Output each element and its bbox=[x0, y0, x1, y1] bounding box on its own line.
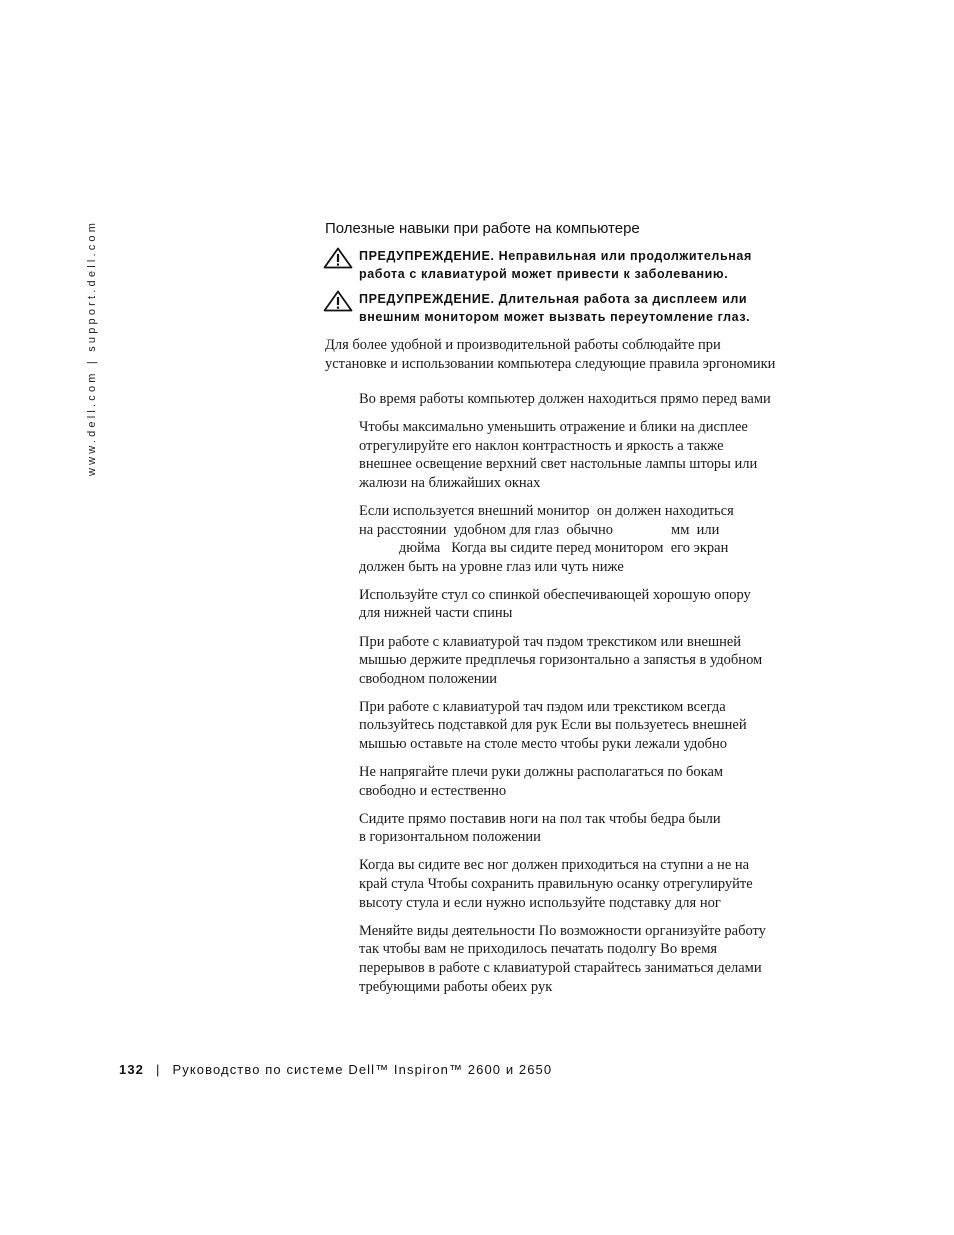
list-item-line: Используйте стул со спинкой обеспечивающей хорошую опору bbox=[359, 586, 751, 603]
list-item-line: При работе с клавиатурой тач пэдом или трекстиком всегда bbox=[359, 698, 726, 715]
list-item-line: так чтобы вам не приходилось печатать подолгу Во время bbox=[359, 941, 718, 958]
warning-triangle-icon bbox=[323, 247, 353, 269]
list-item-line: Сидите прямо поставив ноги на пол так чтобы бедра были bbox=[359, 810, 721, 827]
list-item-line: Во время работы компьютер должен находиться прямо перед вами bbox=[359, 391, 771, 407]
list-item-line: Если используется внешний монитор он должен находиться bbox=[359, 502, 734, 519]
intro-line: установке и использовании компьютера следующие правила эргономики bbox=[325, 356, 776, 372]
warning-line2: внешним монитором может вызвать переутомление глаз. bbox=[359, 310, 751, 324]
warning-text bbox=[359, 290, 809, 326]
list-item-line: дюйма Когда вы сидите перед монитором его экран bbox=[359, 540, 729, 557]
list-item bbox=[359, 922, 809, 996]
sidebar-url: www.dell.com | support.dell.com bbox=[86, 219, 98, 476]
list-item-line: Когда вы сидите вес ног должен приходиться на ступни а не на bbox=[359, 857, 750, 874]
list-item-line: в горизонтальном положении bbox=[359, 829, 541, 846]
list-item bbox=[359, 502, 809, 576]
list-item-line: внешнее освещение верхний свет настольные лампы шторы или bbox=[359, 456, 758, 473]
list-item-line: отрегулируйте его наклон контрастность и яркость а также bbox=[359, 437, 724, 454]
page-number: 132 bbox=[119, 1062, 144, 1077]
intro-line: Для более удобной и производительной работы соблюдайте при bbox=[325, 337, 721, 353]
list-item bbox=[359, 698, 809, 754]
list-item-line: Чтобы максимально уменьшить отражение и блики на дисплее bbox=[359, 419, 748, 436]
list-item bbox=[359, 810, 809, 847]
list-item-line: должен быть на уровне глаз или чуть ниже bbox=[359, 558, 624, 575]
list-item-line: При работе с клавиатурой тач пэдом трекстиком или внешней bbox=[359, 633, 742, 650]
warning-triangle-icon bbox=[323, 290, 353, 312]
footer-separator: | bbox=[156, 1062, 161, 1077]
list-item-line: для нижней части спины bbox=[359, 605, 513, 622]
warning-label: ПРЕДУПРЕЖДЕНИЕ bbox=[359, 249, 491, 263]
footer-title: Руководство по системе Dell™ Inspiron™ 2600 и 2650 bbox=[172, 1062, 553, 1077]
intro-paragraph bbox=[325, 336, 825, 374]
list-item-line: жалюзи на ближайших окнах bbox=[359, 474, 541, 491]
warning-line2: работа с клавиатурой может привести к заболеванию. bbox=[359, 267, 729, 281]
list-item-line: Не напрягайте плечи руки должны располагаться по бокам bbox=[359, 764, 724, 781]
list-item bbox=[359, 856, 809, 912]
warning-line1: . Длительная работа за дисплеем или bbox=[490, 292, 748, 306]
list-item-line: на расстоянии удобном для глаз обычно мм или bbox=[359, 521, 720, 538]
list-item-line: перерывов в работе с клавиатурой старайтесь заниматься делами bbox=[359, 959, 762, 976]
list-item-line: Меняйте виды деятельности По возможности организуйте работу bbox=[359, 922, 766, 939]
list-item-line: пользуйтесь подставкой для рук Если вы пользуетесь внешней bbox=[359, 717, 747, 734]
list-item-line: требующими работы обеих рук bbox=[359, 978, 553, 995]
list-item-line: высоту стула и если нужно используйте подставку для ног bbox=[359, 894, 721, 911]
ergonomics-list bbox=[359, 390, 809, 1006]
list-item bbox=[359, 390, 809, 409]
warning-text bbox=[359, 247, 809, 283]
warning-line1: . Неправильная или продолжительная bbox=[490, 249, 752, 263]
list-item-line: мышью оставьте на столе место чтобы руки лежали удобно bbox=[359, 736, 728, 752]
list-item-line: свободном положении bbox=[359, 670, 498, 687]
list-item bbox=[359, 633, 809, 689]
list-item-line: свободно и естественно bbox=[359, 782, 507, 799]
list-item bbox=[359, 586, 809, 623]
page-footer bbox=[119, 1062, 552, 1077]
section-title: Полезные навыки при работе на компьютере bbox=[325, 220, 640, 237]
list-item bbox=[359, 418, 809, 492]
warning-label: ПРЕДУПРЕЖДЕНИЕ bbox=[359, 292, 491, 306]
list-item bbox=[359, 763, 809, 800]
list-item-line: мышью держите предплечья горизонтально а запястья в удобном bbox=[359, 652, 763, 669]
list-item-line: край стула Чтобы сохранить правильную осанку отрегулируйте bbox=[359, 876, 753, 893]
